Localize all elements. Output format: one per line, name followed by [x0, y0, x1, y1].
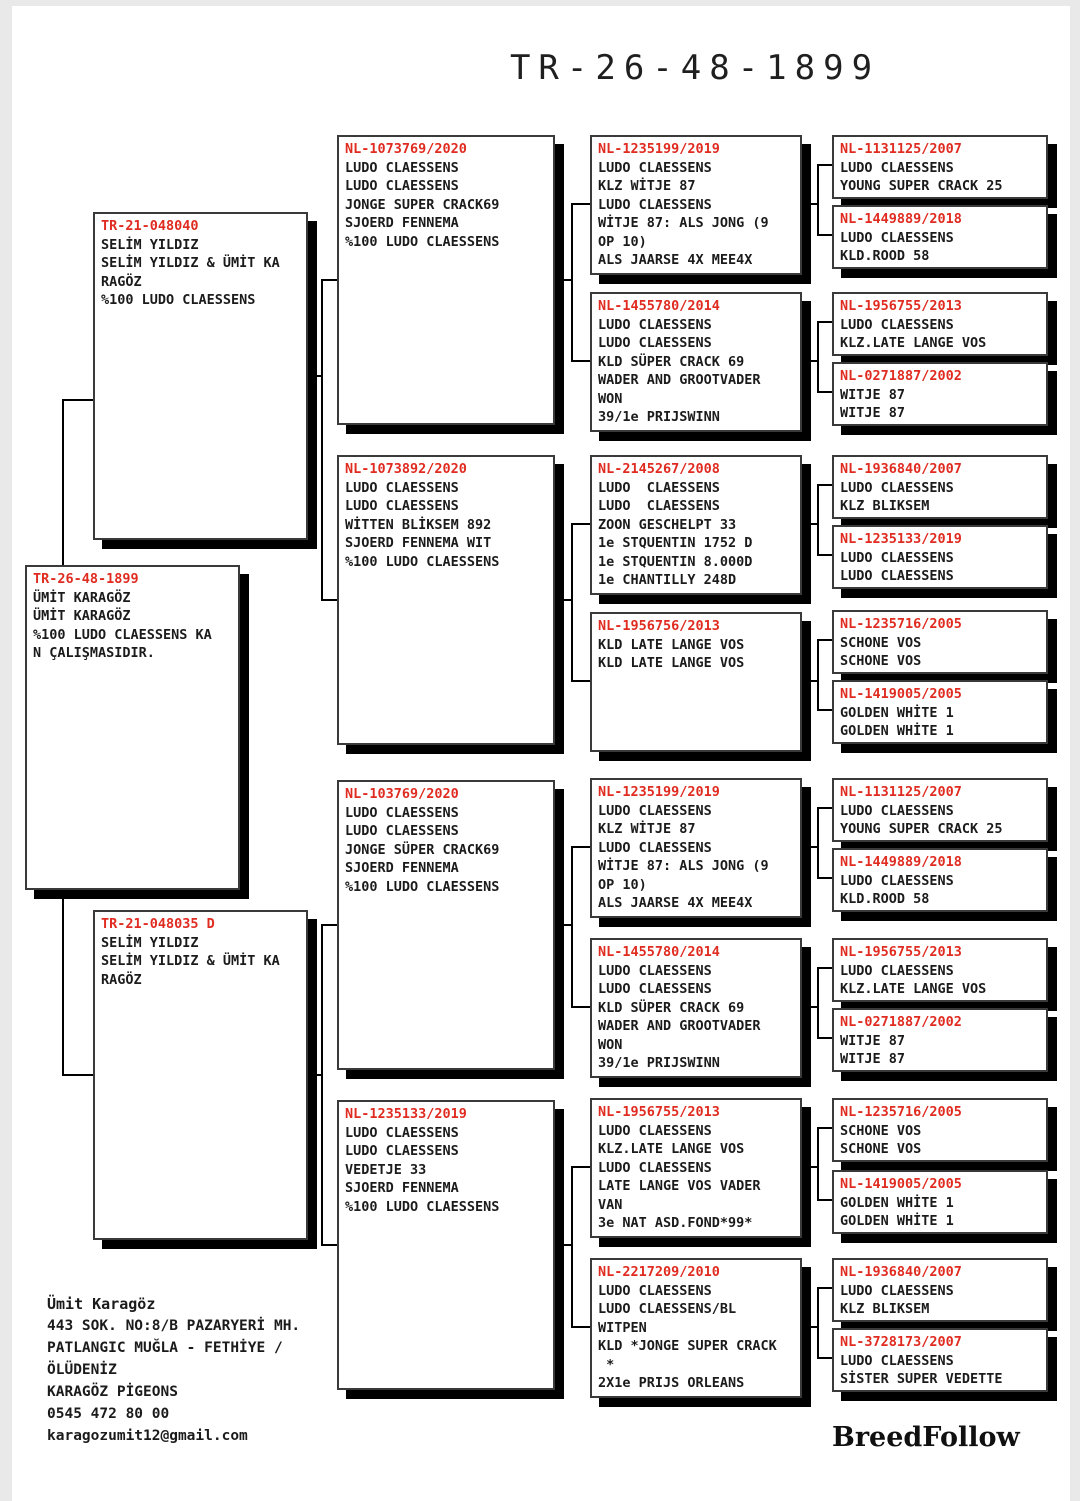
pedigree-text-line: LUDO CLAESSENS/BL [598, 1301, 737, 1317]
pedigree-text-line: WITJE 87 [840, 386, 906, 403]
pedigree-text-line: SCHONE VOS [840, 1141, 922, 1157]
pedigree-text-line: RAGÖZ [101, 273, 142, 290]
ring-number: NL-1235199/2019 [598, 141, 720, 157]
pedigree-text-line: LUDO CLAESSENS [598, 498, 720, 514]
pedigree-text-line: WİTTEN BLİKSEM 892 [345, 516, 492, 533]
pedigree-text-line: YOUNG SUPER CRACK 25 [840, 821, 1003, 837]
ring-number: NL-1956755/2013 [840, 298, 962, 314]
pedigree-box [832, 205, 1048, 269]
pedigree-text-line: LUDO CLAESSENS [598, 839, 712, 856]
pedigree-text-line: WİTJE 87: ALS JONG (9 [598, 858, 769, 874]
pedigree-text-line: VAN [598, 1196, 623, 1213]
pedigree-text-line: KLZ.LATE LANGE VOS [840, 981, 987, 997]
pedigree-box [590, 612, 802, 752]
pedigree-text-line: LUDO CLAESSENS [840, 802, 954, 819]
pedigree-text-line: WİTJE 87: ALS JONG (9 [598, 215, 769, 231]
ring-number: NL-1936840/2007 [840, 1264, 962, 1280]
ring-number: NL-1956755/2013 [598, 1104, 720, 1120]
pedigree-text-line: LUDO CLAESSENS [598, 802, 712, 819]
pedigree-box [832, 292, 1048, 356]
ring-number: NL-1235133/2019 [840, 531, 962, 547]
pedigree-box [590, 938, 802, 1078]
pedigree-text-line: SELİM YILDIZ [101, 934, 199, 951]
pedigree-text-line: LUDO CLAESSENS [840, 479, 954, 496]
pedigree-box [832, 848, 1048, 912]
pedigree-text-line: RAGÖZ [101, 971, 142, 988]
pedigree-box [590, 1098, 802, 1238]
pedigree-text-line: LUDO CLAESSENS [598, 962, 712, 979]
pedigree-text-line: LUDO CLAESSENS [598, 159, 712, 176]
pedigree-text-line: KLZ WİTJE 87 [598, 821, 696, 837]
ring-number: NL-0271887/2002 [840, 368, 962, 384]
pedigree-text-line: ALS JAARSE 4X MEE4X [598, 895, 753, 911]
pedigree-text-line: WITJE 87 [840, 1051, 906, 1067]
breeder-name: Ümit Karagöz [47, 1295, 156, 1313]
pedigree-text-line: KLD SÜPER CRACK 69 [598, 353, 745, 370]
pedigree-text-line: SJOERD FENNEMA WIT [345, 535, 492, 551]
pedigree-box [832, 610, 1048, 674]
pedigree-box [337, 780, 555, 1070]
pedigree-box [832, 778, 1048, 842]
pedigree-text-line: LUDO CLAESSENS [598, 196, 712, 213]
ring-number: NL-1235716/2005 [840, 616, 962, 632]
pedigree-box [832, 135, 1048, 199]
pedigree-text-line: KLZ WİTJE 87 [598, 178, 696, 194]
pedigree-text-line: ZOON GESCHELPT 33 [598, 516, 737, 533]
pedigree-box [590, 135, 802, 275]
ring-number: NL-0271887/2002 [840, 1014, 962, 1030]
pedigree-text-line: LUDO CLAESSENS [345, 804, 459, 821]
pedigree-box [832, 938, 1048, 1002]
pedigree-text-line: 1e STQUENTIN 8.000D [598, 553, 753, 570]
pedigree-text-line: LUDO CLAESSENS [840, 962, 954, 979]
pedigree-text-line: KLD LATE LANGE VOS [598, 655, 745, 671]
pedigree-box [832, 455, 1048, 519]
breedfollow-logo: BreedFollow [832, 1422, 1020, 1453]
pedigree-text-line: WITJE 87 [840, 405, 906, 421]
pedigree-box [337, 455, 555, 745]
pedigree-text-line: LUDO CLAESSENS [345, 178, 459, 194]
pedigree-text-line: 39/1e PRIJSWINN [598, 1055, 720, 1071]
pedigree-text-line: GOLDEN WHİTE 1 [840, 704, 954, 721]
pedigree-text-line: YOUNG SUPER CRACK 25 [840, 178, 1003, 194]
pedigree-text-line: LUDO CLAESSENS [345, 823, 459, 839]
pedigree-text-line: ALS JAARSE 4X MEE4X [598, 252, 753, 268]
pedigree-text-line: LUDO CLAESSENS [598, 1282, 712, 1299]
pedigree-text-line: KLZ.LATE LANGE VOS [840, 335, 987, 351]
pedigree-box [93, 212, 308, 540]
pedigree-text-line: %100 LUDO CLAESSENS [101, 292, 256, 308]
pedigree-text-line: 1e CHANTILLY 248D [598, 572, 737, 588]
pedigree-box [25, 565, 240, 890]
ring-number: NL-1956755/2013 [840, 944, 962, 960]
pedigree-text-line: %100 LUDO CLAESSENS [345, 1198, 500, 1215]
pedigree-box [590, 455, 802, 595]
pedigree-box [832, 362, 1048, 426]
pedigree-text-line: KLZ BLIKSEM [840, 498, 930, 514]
pedigree-box [832, 1328, 1048, 1392]
pedigree-text-line: GOLDEN WHİTE 1 [840, 723, 954, 739]
pedigree-text-line: LUDO CLAESSENS [598, 335, 712, 351]
pedigree-text-line: %100 LUDO CLAESSENS [345, 878, 500, 895]
pedigree-text-line: LUDO CLAESSENS [345, 498, 459, 514]
ring-number: NL-1419005/2005 [840, 1176, 962, 1192]
pedigree-text-line: 3e NAT ASD.FOND*99* [598, 1215, 753, 1231]
pedigree-text-line: LUDO CLAESSENS [598, 1122, 712, 1139]
pedigree-text-line: SJOERD FENNEMA [345, 860, 459, 876]
ring-number: NL-1419005/2005 [840, 686, 962, 702]
pedigree-text-line: ÜMİT KARAGÖZ [33, 608, 131, 624]
ring-number: NL-1073769/2020 [345, 141, 467, 157]
ring-number: NL-1235716/2005 [840, 1104, 962, 1120]
breeder-contact-block [47, 1293, 300, 1447]
pedigree-text-line: OP 10) [598, 876, 647, 893]
contact-line: ÖLÜDENİZ [47, 1362, 117, 1378]
ring-number: NL-1449889/2018 [840, 854, 962, 870]
pedigree-text-line: LUDO CLAESSENS [345, 1143, 459, 1159]
pedigree-text-line: KLD SÜPER CRACK 69 [598, 999, 745, 1016]
pedigree-text-line: LUDO CLAESSENS [345, 479, 459, 496]
pedigree-text-line: SELİM YILDIZ [101, 236, 199, 253]
ring-number: NL-103769/2020 [345, 786, 459, 802]
ring-number: TR-21-048035 D [101, 916, 215, 932]
pedigree-text-line: LUDO CLAESSENS [345, 159, 459, 176]
pedigree-box [337, 1100, 555, 1390]
pedigree-text-line: LATE LANGE VOS VADER [598, 1178, 761, 1194]
pedigree-text-line: WADER AND GROOTVADER [598, 372, 761, 388]
pedigree-text-line: JONGE SÜPER CRACK69 [345, 841, 500, 858]
pedigree-box [832, 1098, 1048, 1162]
pedigree-text-line: LUDO CLAESSENS [840, 229, 954, 246]
pedigree-text-line: 39/1e PRIJSWINN [598, 409, 720, 425]
contact-line: KARAGÖZ PİGEONS [47, 1384, 178, 1400]
pedigree-box [832, 525, 1048, 589]
pedigree-text-line: KLD *JONGE SUPER CRACK [598, 1338, 777, 1354]
contact-line: PATLANGIC MUĞLA - FETHİYE / [47, 1340, 283, 1356]
page-title: TR-26-48-1899 [509, 48, 881, 88]
ring-number: NL-1455780/2014 [598, 298, 720, 314]
pedigree-text-line: LUDO CLAESSENS [840, 1352, 954, 1369]
pedigree-text-line: SELİM YILDIZ & ÜMİT KA [101, 255, 280, 271]
pedigree-text-line: LUDO CLAESSENS [840, 872, 954, 889]
pedigree-text-line: LUDO CLAESSENS [840, 568, 954, 584]
pedigree-text-line: GOLDEN WHİTE 1 [840, 1213, 954, 1229]
pedigree-box [832, 1170, 1048, 1234]
ring-number: NL-1073892/2020 [345, 461, 467, 477]
pedigree-text-line: KLD.ROOD 58 [840, 248, 930, 264]
pedigree-text-line: SİSTER SUPER VEDETTE [840, 1371, 1003, 1387]
pedigree-box [93, 910, 308, 1240]
pedigree-box [832, 680, 1048, 744]
pedigree-text-line: KLD.ROOD 58 [840, 891, 930, 907]
pedigree-text-line: WON [598, 390, 623, 407]
pedigree-text-line: WITPEN [598, 1319, 647, 1336]
pedigree-text-line: LUDO CLAESSENS [840, 159, 954, 176]
pedigree-text-line: LUDO CLAESSENS [598, 479, 720, 496]
ring-number: NL-1449889/2018 [840, 211, 962, 227]
pedigree-text-line: GOLDEN WHİTE 1 [840, 1194, 954, 1211]
pedigree-box [590, 292, 802, 432]
pedigree-text-line: SJOERD FENNEMA [345, 215, 459, 231]
ring-number: NL-1956756/2013 [598, 618, 720, 634]
pedigree-text-line: KLZ.LATE LANGE VOS [598, 1141, 745, 1157]
pedigree-text-line: 2X1e PRIJS ORLEANS [598, 1375, 745, 1391]
pedigree-text-line: JONGE SUPER CRACK69 [345, 196, 500, 213]
pedigree-text-line: LUDO CLAESSENS [598, 1159, 712, 1176]
contact-phone: 0545 472 80 00 [47, 1406, 170, 1422]
pedigree-text-line: WADER AND GROOTVADER [598, 1018, 761, 1034]
ring-number: NL-1131125/2007 [840, 784, 962, 800]
pedigree-text-line: LUDO CLAESSENS [345, 1124, 459, 1141]
ring-number: NL-2145267/2008 [598, 461, 720, 477]
pedigree-text-line: %100 LUDO CLAESSENS [345, 233, 500, 250]
pedigree-text-line: LUDO CLAESSENS [840, 1282, 954, 1299]
ring-number: NL-1235199/2019 [598, 784, 720, 800]
pedigree-text-line: SELİM YILDIZ & ÜMİT KA [101, 953, 280, 969]
pedigree-text-line: N ÇALIŞMASIDIR. [33, 645, 155, 661]
pedigree-text-line: WON [598, 1036, 623, 1053]
ring-number: NL-2217209/2010 [598, 1264, 720, 1280]
pedigree-text-line: LUDO CLAESSENS [840, 549, 954, 566]
pedigree-text-line: SJOERD FENNEMA [345, 1180, 459, 1196]
contact-line: 443 SOK. NO:8/B PAZARYERİ MH. [47, 1318, 301, 1334]
pedigree-box [832, 1008, 1048, 1072]
pedigree-text-line: SCHONE VOS [840, 634, 922, 651]
ring-number: NL-1235133/2019 [345, 1106, 467, 1122]
ring-number: NL-1936840/2007 [840, 461, 962, 477]
pedigree-text-line: KLZ BLIKSEM [840, 1301, 930, 1317]
ring-number: NL-1455780/2014 [598, 944, 720, 960]
pedigree-box [337, 135, 555, 425]
pedigree-text-line: ÜMİT KARAGÖZ [33, 589, 131, 606]
pedigree-text-line: KLD LATE LANGE VOS [598, 636, 745, 653]
pedigree-text-line: * [598, 1356, 615, 1373]
ring-number: NL-1131125/2007 [840, 141, 962, 157]
pedigree-text-line: WITJE 87 [840, 1032, 906, 1049]
ring-number: TR-26-48-1899 [33, 571, 139, 587]
pedigree-box [590, 778, 802, 918]
pedigree-text-line: 1e STQUENTIN 1752 D [598, 535, 753, 551]
pedigree-text-line: OP 10) [598, 233, 647, 250]
pedigree-box [590, 1258, 802, 1398]
pedigree-text-line: %100 LUDO CLAESSENS KA [33, 626, 212, 643]
pedigree-text-line: SCHONE VOS [840, 653, 922, 669]
pedigree-text-line: LUDO CLAESSENS [598, 316, 712, 333]
contact-email: karagozumit12@gmail.com [47, 1428, 248, 1444]
pedigree-text-line: LUDO CLAESSENS [840, 316, 954, 333]
pedigree-text-line: %100 LUDO CLAESSENS [345, 553, 500, 570]
ring-number: NL-3728173/2007 [840, 1334, 962, 1350]
ring-number: TR-21-048040 [101, 218, 199, 234]
pedigree-box [832, 1258, 1048, 1322]
pedigree-text-line: LUDO CLAESSENS [598, 981, 712, 997]
pedigree-text-line: VEDETJE 33 [345, 1161, 427, 1178]
pedigree-text-line: SCHONE VOS [840, 1122, 922, 1139]
